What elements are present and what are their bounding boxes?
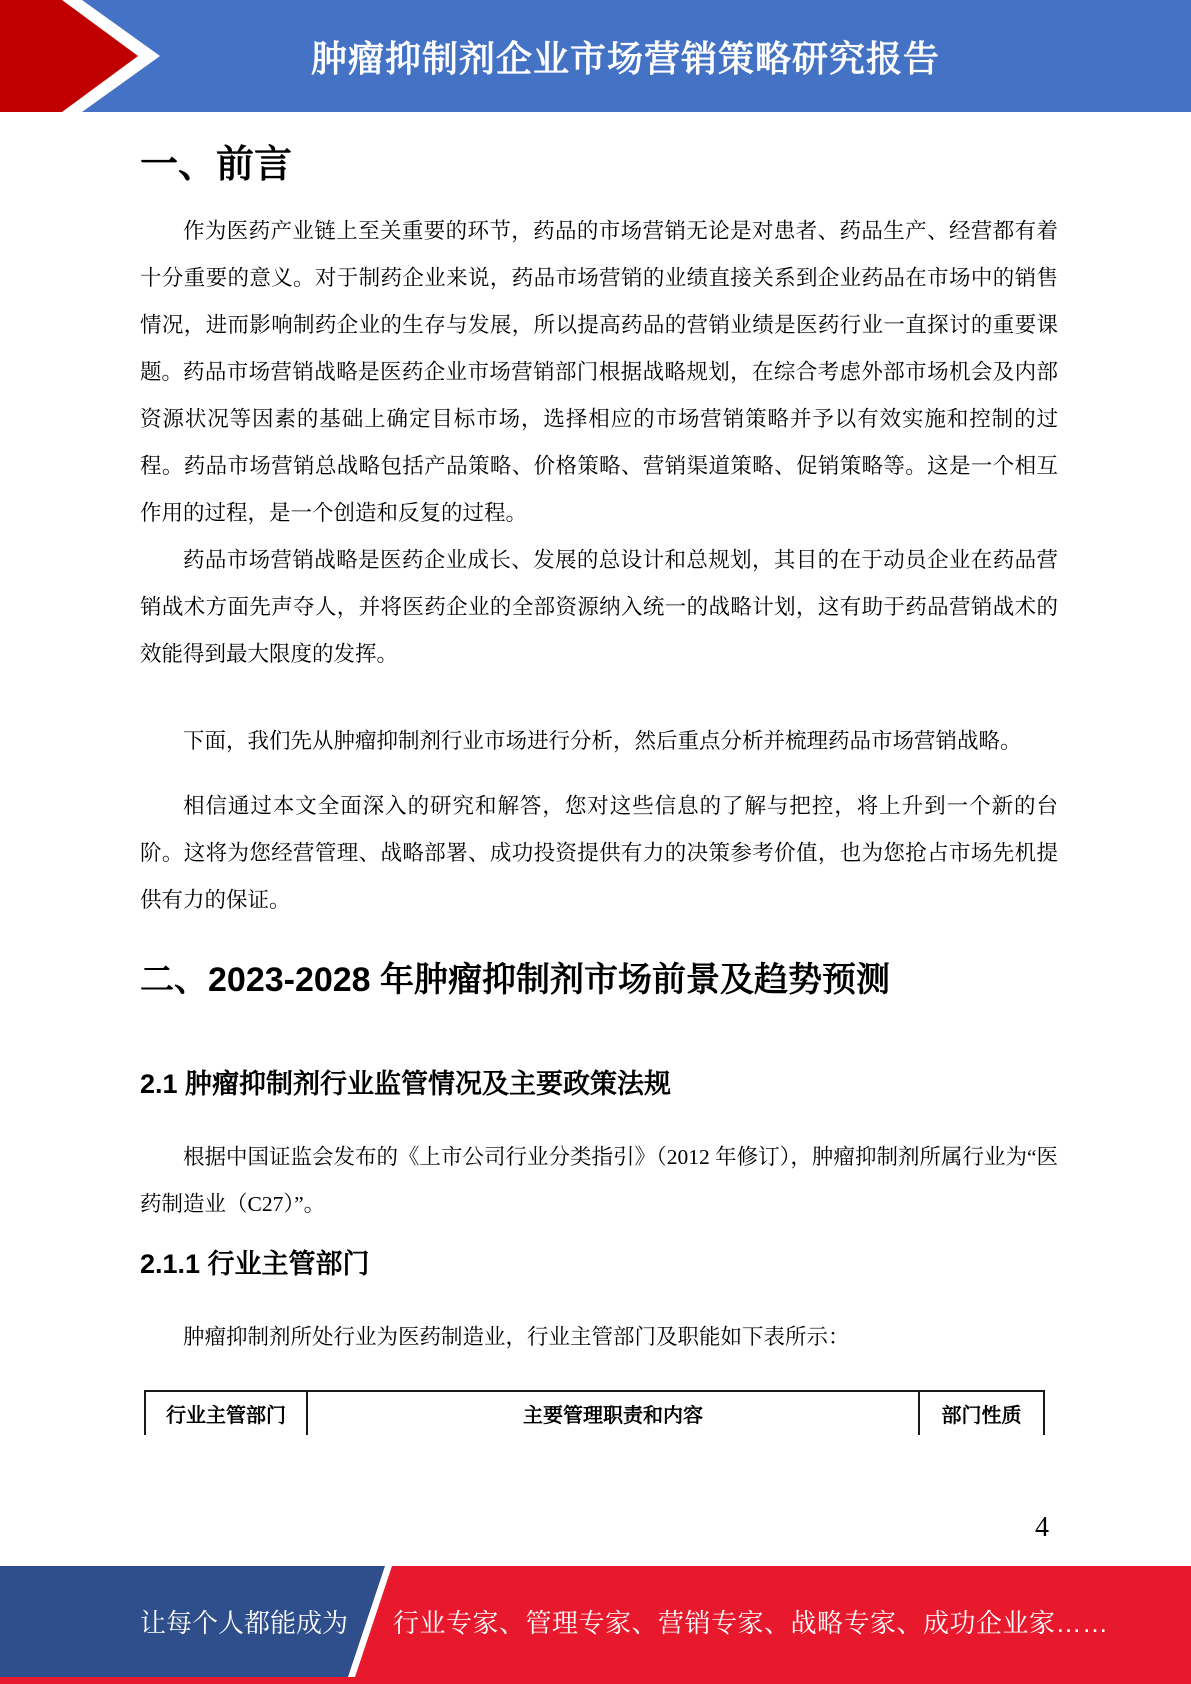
report-title: 肿瘤抑制剂企业市场营销策略研究报告 (310, 37, 940, 79)
authority-table (144, 1390, 1045, 1435)
section-heading-foreword: 一、前言 (140, 144, 293, 186)
paragraph: 肿瘤抑制剂所处行业为医药制造业，行业主管部门及职能如下表所示： (183, 1325, 850, 1349)
footer-slogan-left: 让每个人都能成为 (139, 1608, 348, 1638)
table-header-nature: 部门性质 (918, 1392, 1045, 1435)
paragraph: 作为医药产业链上至关重要的环节，药品的市场营销无论是对患者、药品生产、经营都有着十分重要的意义。对于制药企业来说，药品市场营销的业绩直接关系到企业药品在市场中的销售情况，进而影响制药企业的生存与发展，所以提高药品的营销业绩是医药行业一直探讨的重要课题。 (140, 219, 1058, 384)
paragraph: 下面，我们先从肿瘤抑制剂行业市场进行分析，然后重点分析并梳理药品市场营销战略。 (183, 729, 1022, 753)
table-header-duties: 主要管理职责和内容 (306, 1392, 918, 1435)
subsection-heading-regulation: 2.1 肿瘤抑制剂行业监管情况及主要政策法规 (140, 1069, 672, 1099)
paragraph: 药品市场营销战略是医药企业成长、发展的总设计和总规划，其目的在于动员企业在药品营销战术方面先声夺人，并将医药企业的全部资源纳入统一的战略计划，这有助于药品营销战术的效能得到最大限度的发挥。 (140, 548, 1058, 666)
header-banner (0, 0, 1191, 112)
page-number: 4 (1035, 1512, 1049, 1543)
footer-banner (0, 1566, 1191, 1684)
subsection-heading-authority: 2.1.1 行业主管部门 (140, 1249, 370, 1279)
paragraph: 根据中国证监会发布的《上市公司行业分类指引》（2012 年修订），肿瘤抑制剂所属行业为“医药制造业（C27）”。 (140, 1145, 1058, 1216)
paragraph: 药品市场营销战略是医药企业市场营销部门根据战略规划，在综合考虑外部市场机会及内部资源状况等因素的基础上确定目标市场，选择相应的市场营销策略并予以有效实施和控制的过程。药品市场营销总战略包括产品策略、价格策略、营销渠道策略、促销策略等。这是一个相互作用的过程，是一个创造和反复的过程。 (140, 360, 1058, 525)
paragraph: 相信通过本文全面深入的研究和解答，您对这些信息的了解与把控，将上升到一个新的台阶。这将为您经营管理、战略部署、成功投资提供有力的决策参考价值，也为您抢占市场先机提供有力的保证。 (140, 794, 1058, 912)
table-header-authority: 行业主管部门 (144, 1392, 306, 1435)
section-heading-market-forecast: 二、2023-2028 年肿瘤抑制剂市场前景及趋势预测 (140, 961, 891, 999)
footer-slogan-right: 行业专家、管理专家、营销专家、战略专家、成功企业家…… (393, 1608, 1109, 1638)
